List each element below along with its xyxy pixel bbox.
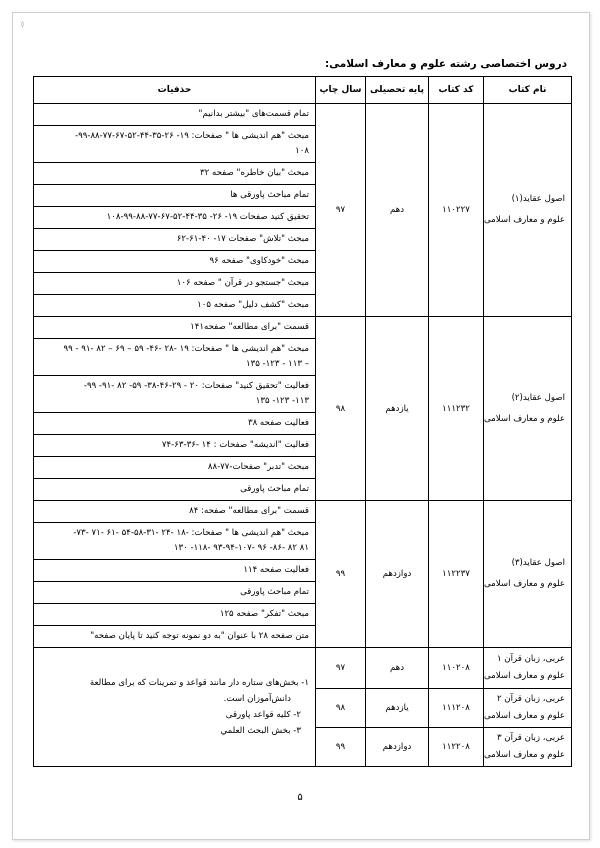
- arabic-deletion-item: ۳- بخش البحث العلمي: [220, 726, 301, 736]
- table-row: [34, 501, 572, 648]
- col-book-code: کد کتاب: [429, 77, 484, 104]
- deletion-item: [34, 126, 315, 163]
- deletion-item: متن صفحه ۲۸ با عنوان "به دو نمونه توجه کنید تا پایان صفحه": [90, 631, 309, 641]
- deletion-item: قسمت "برای مطالعه" صفحه۱۴۱: [34, 317, 315, 339]
- deletion-item: تمام قسمت‌های "بیشتر بدانیم": [34, 104, 315, 126]
- deletion-item: مبحث "کشف دلیل" صفحه ۱۰۵: [197, 300, 309, 310]
- deletion-item: مبحث "جستجو در قرآن " صفحه ۱۰۶: [34, 273, 315, 295]
- grade: دوازدهم: [366, 501, 429, 648]
- deletion-item: مبحث "تدبر" صفحات-۷۷-۸۸: [34, 457, 315, 479]
- grade: دهم: [366, 648, 429, 689]
- book-code: ۱۱۱۲۰۸: [429, 689, 484, 728]
- book-name-cell: [484, 728, 572, 767]
- book-name-cell: [484, 501, 572, 648]
- book-name: عربی، زبان قرآن ۳: [496, 733, 565, 743]
- arabic-deletion-item: ۱- بخش‌های ستاره دار مانند قواعد و تمرینات که برای مطالعة: [89, 678, 309, 688]
- book-name: عربی، زبان قرآن ۲: [496, 694, 565, 704]
- book-field: علوم و معارف اسلامی: [484, 750, 565, 760]
- deletions-list: [34, 104, 316, 317]
- deletion-text: مبحث "هم اندیشی ها " صفحات: -۱۸ -۲۴ -۳۱-۵۸-۵۴ -۶۱ -۷۱ -۷۳-: [73, 528, 309, 538]
- deletion-item: مبحث "خودکاوی" صفحه ۹۶: [34, 251, 315, 273]
- grade: دهم: [366, 104, 429, 317]
- grade: یازدهم: [366, 689, 429, 728]
- deletion-text: ۸۱ ۸۲ -۸۶- ۹۶ -۹۳-۹۴-۱۰۷ -۱۱۸- ۱۳۰: [173, 543, 309, 553]
- table-row: [34, 317, 572, 501]
- book-name-cell: [484, 317, 572, 501]
- book-field: علوم و معارف اسلامی: [484, 413, 565, 424]
- book-field: علوم و معارف اسلامی: [484, 671, 565, 681]
- deletion-text: مبحث "هم اندیشی ها " صفحات: ۱۹- ۲۶-۳۵-۴۴-۵۲-۶۷-۷۷-۸۸-۹۹-: [74, 131, 309, 141]
- col-print-year: سال چاپ: [316, 77, 366, 104]
- deletion-item: فعالیت "اندیشه" صفحات : ۱۴ -۳۶-۶۳-۷۴: [34, 435, 315, 457]
- book-field: علوم و معارف اسلامی: [484, 711, 565, 721]
- deletion-item: تحقیق کنید صفحات ۱۹- ۲۶- ۳۵-۴۴-۵۲-۶۷-۷۷-۸۸-۹۹-۱۰۸: [34, 207, 315, 229]
- book-name: عربی، زبان قرآن ۱: [496, 654, 565, 664]
- book-name: اصول عقاید(۳): [511, 558, 565, 568]
- col-deletions: حذفیات: [34, 77, 316, 104]
- deletion-item: [34, 523, 315, 560]
- page-number: ۵: [297, 792, 303, 803]
- book-code: ۱۱۰۲۰۸: [429, 648, 484, 689]
- deletion-item: مبحث "بیان خاطره" صفحه ۳۲: [34, 163, 315, 185]
- corner-mark: ◊: [21, 21, 24, 28]
- book-name: اصول عقاید(۲): [511, 392, 565, 403]
- deletion-text: ۱۱۳- ۱۲۳- ۱۳۵: [255, 396, 309, 406]
- deletions-list: [34, 317, 316, 501]
- print-year: ۹۷: [316, 648, 366, 689]
- deletion-text: فعالیت "تحقیق کنید" صفحات: ۲۰ - ۲۹-۴۶-۳۸- ۵۹- ۸۲ -۹۱- ۹۹-: [83, 381, 309, 391]
- book-code: ۱۱۲۲۳۷: [429, 501, 484, 648]
- book-code: ۱۱۱۲۳۲: [429, 317, 484, 501]
- deletion-item: مبحث "تلاش" صفحات ۱۷- ۴۰-۶۱-۶۲: [34, 229, 315, 251]
- book-name: اصول عقاید(۱): [511, 194, 565, 204]
- deletion-item: فعالیت صفحه ۳۸: [34, 413, 315, 435]
- print-year: ۹۸: [316, 689, 366, 728]
- deletion-item: قسمت "برای مطالعه" صفحه: ۸۴: [34, 501, 315, 523]
- deletion-item: [34, 339, 315, 376]
- grade: دوازدهم: [366, 728, 429, 767]
- col-grade: پایه تحصیلی: [366, 77, 429, 104]
- deletions-list: [34, 501, 316, 648]
- header-row: [34, 77, 572, 104]
- deletions-table: [33, 76, 572, 767]
- print-year: ۹۸: [316, 317, 366, 501]
- book-code: ۱۱۰۲۲۷: [429, 104, 484, 317]
- print-year: ۹۷: [316, 104, 366, 317]
- section-heading: دروس اختصاصی رشته علوم و معارف اسلامی:: [324, 58, 567, 70]
- book-field: علوم و معارف اسلامی: [484, 579, 565, 589]
- book-field: علوم و معارف اسلامی: [484, 215, 565, 225]
- deletion-item: تمام مباحث پاورقی: [240, 484, 309, 494]
- book-code: ۱۱۲۲۰۸: [429, 728, 484, 767]
- deletion-item: مبحث "تفکر" صفحه ۱۲۵: [34, 604, 315, 626]
- arabic-deletion-item: دانش‌آموزان است.: [223, 694, 291, 704]
- deletion-text: مبحث "هم اندیشی ها " صفحات: ۱۹ -۲۸ -۴۶- ۵۹ – ۶۹ – ۸۲ -۹۱ - ۹۹: [63, 344, 309, 354]
- grade: یازدهم: [366, 317, 429, 501]
- book-name-cell: [484, 104, 572, 317]
- book-name-cell: [484, 689, 572, 728]
- deletion-item: [34, 376, 315, 413]
- table-row: [34, 648, 572, 689]
- print-year: ۹۹: [316, 728, 366, 767]
- deletion-item: تمام مباحث پاورقی: [34, 582, 315, 604]
- deletion-item: فعالیت صفحه ۱۱۴: [34, 560, 315, 582]
- book-name-cell: [484, 648, 572, 689]
- deletion-item: تمام مباحث پاورقی ها: [34, 185, 315, 207]
- arabic-deletion-item: ۲- کلیه قواعد پاورقی: [225, 710, 301, 720]
- col-book-name: نام کتاب: [484, 77, 572, 104]
- table-row: [34, 104, 572, 317]
- deletion-text: – ۱۱۳ - ۱۲۳- ۱۳۵: [245, 359, 309, 369]
- print-year: ۹۹: [316, 501, 366, 648]
- deletion-text: ۱۰۸: [295, 146, 309, 156]
- arabic-deletions: [34, 648, 316, 767]
